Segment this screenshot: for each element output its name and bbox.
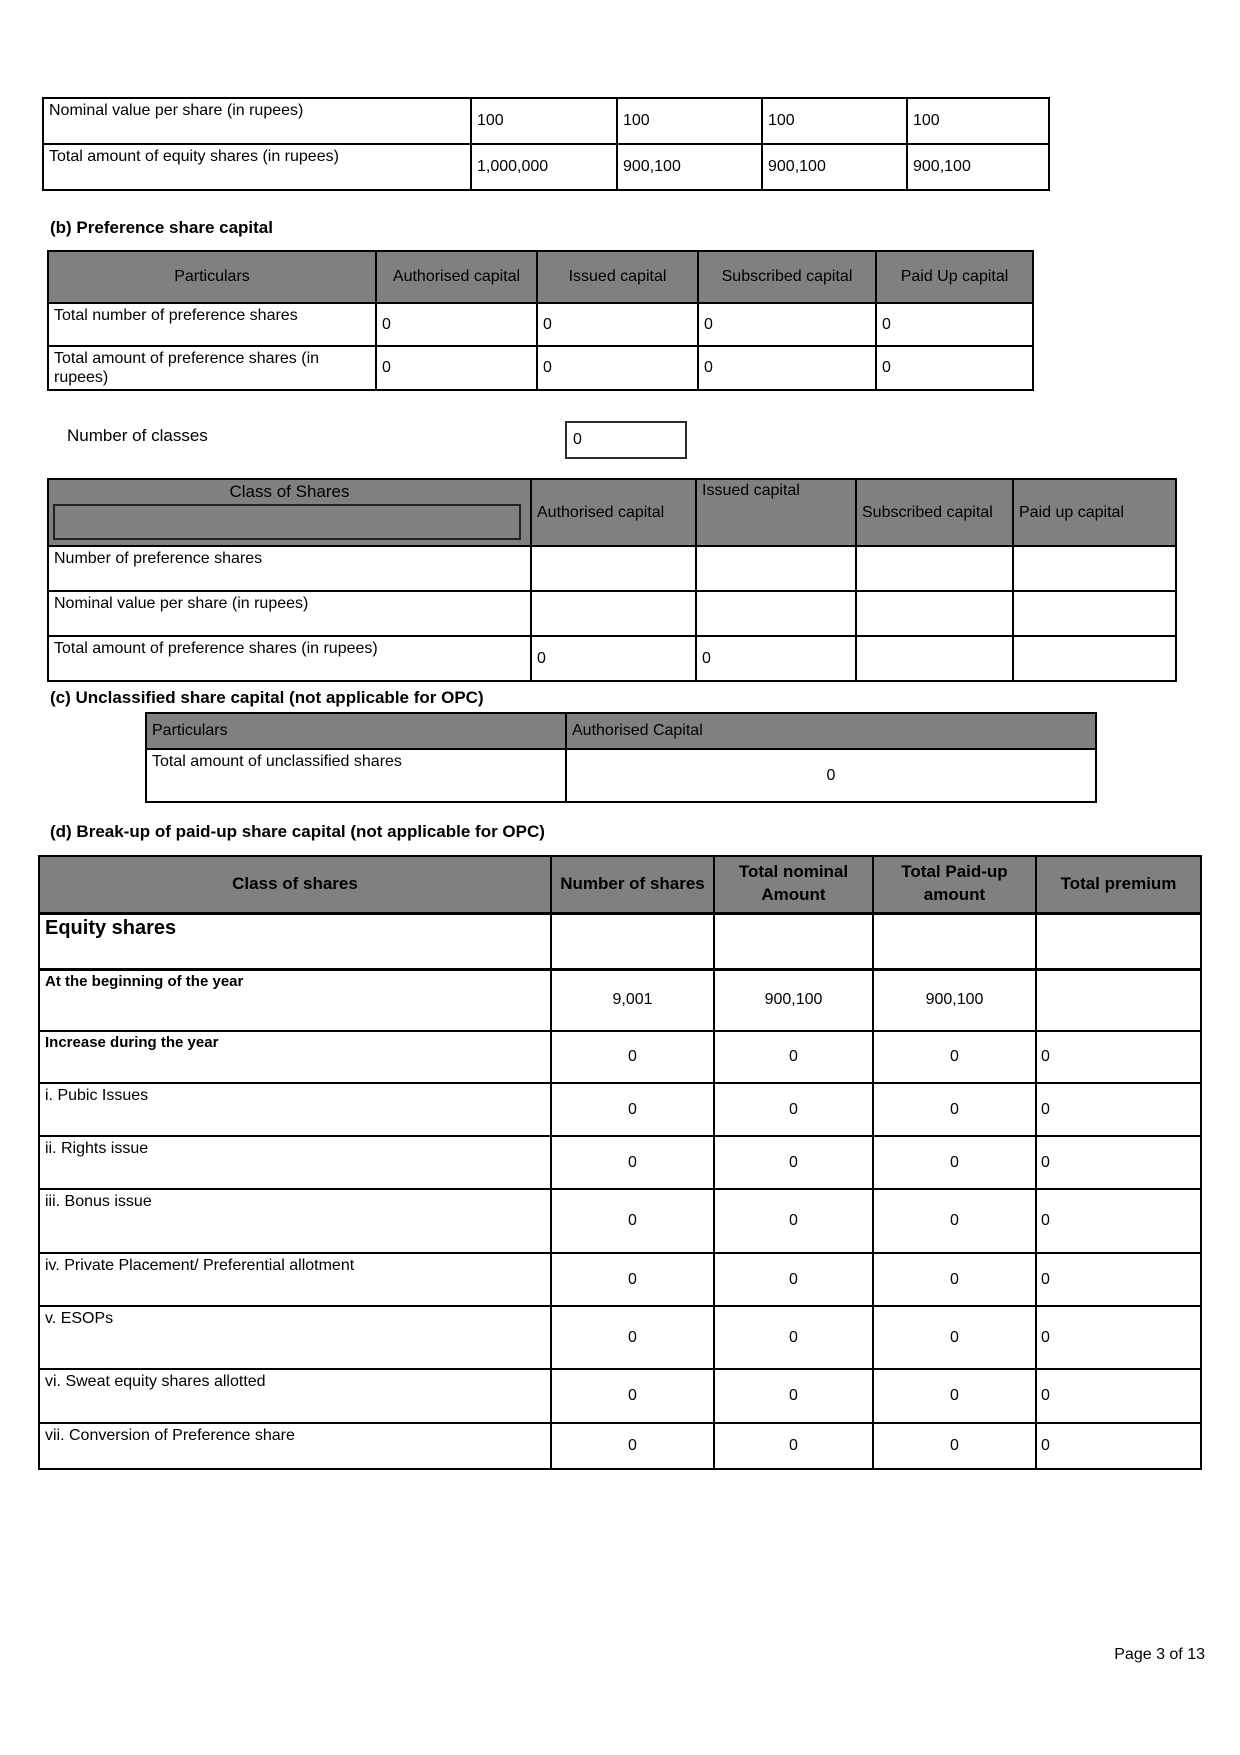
cell-value: 0 [876,346,1033,390]
cell-value: 0 [714,1083,873,1136]
table-header-row [39,856,1201,913]
cell-value [551,913,714,969]
row-label: Increase during the year [39,1031,551,1083]
column-header: Particulars [48,251,376,303]
row-label: vii. Conversion of Preference share [39,1423,551,1469]
section-d-heading: (d) Break-up of paid-up share capital (not applicable for OPC) [50,822,545,841]
cell-value: 0 [698,303,876,346]
cell-value: 0 [873,1253,1036,1306]
cell-value: 0 [376,303,537,346]
paid-up-share-capital-breakup-table [38,855,1202,1470]
table-row [48,546,1176,591]
cell-value: 0 [873,1031,1036,1083]
column-header: Total Paid-up amount [873,856,1036,913]
cell-value [714,913,873,969]
cell-value: 0 [876,303,1033,346]
cell-value: 0 [551,1083,714,1136]
cell-value [1036,913,1201,969]
cell-value: 0 [1036,1031,1201,1083]
cell-value: 9,001 [551,969,714,1031]
table-row [39,1253,1201,1306]
column-header: Authorised capital [376,251,537,303]
cell-value: 100 [617,98,762,144]
column-header: Paid Up capital [876,251,1033,303]
row-label: i. Pubic Issues [39,1083,551,1136]
row-label: At the beginning of the year [39,969,551,1031]
table-row [48,303,1033,346]
cell-value: 0 [551,1136,714,1189]
row-label: Number of preference shares [48,546,531,591]
column-header: Paid up capital [1013,479,1176,546]
cell-value: 900,100 [617,144,762,190]
class-of-shares-header-cell [48,479,531,546]
table-row [48,346,1033,390]
cell-value: 900,100 [762,144,907,190]
cell-value: 0 [696,636,856,681]
row-label: Total amount of equity shares (in rupees) [43,144,471,190]
row-label: Total amount of preference shares (in rupees) [48,346,376,390]
column-header: Issued capital [696,479,856,546]
cell-value: 0 [873,1136,1036,1189]
preference-share-capital-table [47,250,1034,391]
row-label: Total amount of unclassified shares [146,749,566,802]
table-row [39,1306,1201,1369]
cell-value: 900,100 [714,969,873,1031]
cell-value: 0 [551,1253,714,1306]
column-header: Class of shares [39,856,551,913]
cell-value: 0 [873,1306,1036,1369]
row-label: ii. Rights issue [39,1136,551,1189]
cell-value: 0 [1036,1083,1201,1136]
cell-value [531,591,696,636]
section-c-heading: (c) Unclassified share capital (not applicable for OPC) [50,688,484,707]
row-label: iii. Bonus issue [39,1189,551,1253]
row-label: Nominal value per share (in rupees) [43,98,471,144]
row-label: Nominal value per share (in rupees) [48,591,531,636]
cell-value: 0 [1036,1306,1201,1369]
table-row [39,913,1201,969]
cell-value: 0 [1036,1253,1201,1306]
cell-value [1013,546,1176,591]
cell-value: 0 [551,1423,714,1469]
row-label: Equity shares [39,913,551,969]
number-of-classes-label: Number of classes [67,426,208,445]
section-b-heading: (b) Preference share capital [50,218,273,237]
cell-value [696,546,856,591]
table-row [39,1031,1201,1083]
cell-value: 0 [873,1369,1036,1423]
cell-value: 0 [551,1306,714,1369]
column-header: Particulars [146,713,566,749]
cell-value: 0 [551,1031,714,1083]
cell-value: 0 [551,1369,714,1423]
cell-value: 0 [537,346,698,390]
table-row [39,1136,1201,1189]
cell-value: 0 [714,1189,873,1253]
row-label: vi. Sweat equity shares allotted [39,1369,551,1423]
column-header: Total nominal Amount [714,856,873,913]
table-header-row [48,251,1033,303]
cell-value: 0 [714,1031,873,1083]
table-row [48,591,1176,636]
cell-value: 100 [907,98,1049,144]
cell-value: 0 [873,1423,1036,1469]
cell-value: 0 [873,1189,1036,1253]
column-header: Number of shares [551,856,714,913]
cell-value: 0 [714,1306,873,1369]
table-row [146,749,1096,802]
cell-value: 900,100 [907,144,1049,190]
column-header: Class of Shares [229,482,350,501]
table-header-row [48,479,1176,546]
table-row [48,636,1176,681]
number-of-classes-input[interactable] [565,421,687,459]
cell-value: 0 [714,1369,873,1423]
cell-value: 100 [471,98,617,144]
cell-value: 0 [1036,1136,1201,1189]
column-header: Authorised capital [531,479,696,546]
cell-value [856,546,1013,591]
cell-value [1036,969,1201,1031]
cell-value: 100 [762,98,907,144]
cell-value: 0 [714,1423,873,1469]
row-label: Total amount of preference shares (in rupees) [48,636,531,681]
cell-value: 0 [376,346,537,390]
cell-value [1013,636,1176,681]
row-label: iv. Private Placement/ Preferential allotment [39,1253,551,1306]
cell-value [1013,591,1176,636]
cell-value: 0 [698,346,876,390]
table-row [39,1423,1201,1469]
cell-value: 0 [1036,1189,1201,1253]
cell-value [856,636,1013,681]
cell-value [856,591,1013,636]
class-of-shares-input[interactable] [53,504,521,540]
unclassified-share-capital-table [145,712,1097,803]
cell-value: 0 [531,636,696,681]
table-row [39,969,1201,1031]
cell-value: 0 [566,749,1096,802]
cell-value: 0 [1036,1423,1201,1469]
table-row [43,144,1049,190]
equity-share-capital-table [42,97,1050,191]
cell-value: 0 [873,1083,1036,1136]
column-header: Total premium [1036,856,1201,913]
class-of-shares-table [47,478,1177,682]
cell-value [531,546,696,591]
table-header-row [146,713,1096,749]
cell-value: 0 [1036,1369,1201,1423]
page-number: Page 3 of 13 [1114,1646,1205,1663]
row-label: Total number of preference shares [48,303,376,346]
table-row [39,1083,1201,1136]
cell-value: 0 [714,1253,873,1306]
cell-value: 0 [714,1136,873,1189]
cell-value: 0 [551,1189,714,1253]
table-row [39,1369,1201,1423]
column-header: Issued capital [537,251,698,303]
row-label: v. ESOPs [39,1306,551,1369]
table-row [39,1189,1201,1253]
column-header: Authorised Capital [566,713,1096,749]
table-row [43,98,1049,144]
column-header: Subscribed capital [856,479,1013,546]
cell-value [696,591,856,636]
cell-value: 1,000,000 [471,144,617,190]
cell-value: 0 [537,303,698,346]
cell-value: 900,100 [873,969,1036,1031]
column-header: Subscribed capital [698,251,876,303]
cell-value [873,913,1036,969]
